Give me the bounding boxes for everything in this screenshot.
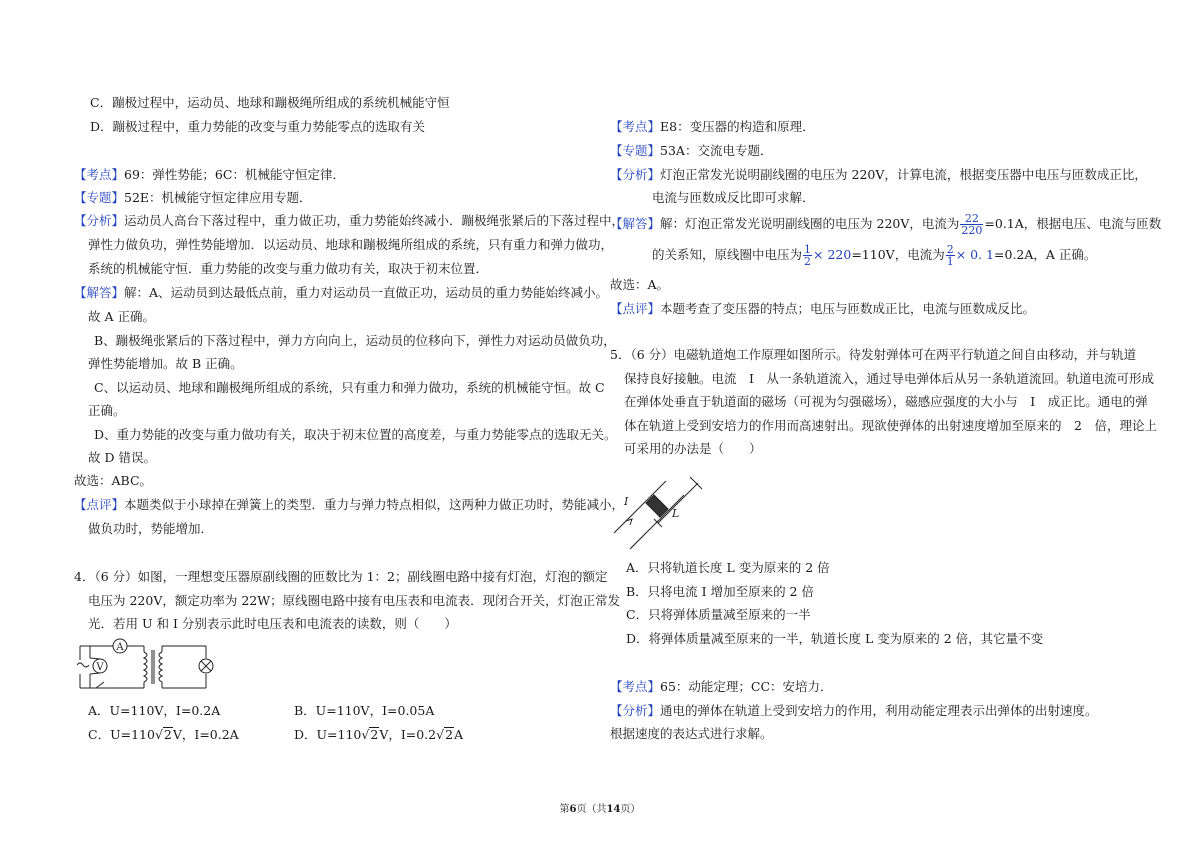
fraction [946,244,955,267]
fenxi-tag: 【分析】 [610,703,661,718]
q4-option-b: B．U=110V，I=0.05A [294,703,435,718]
q4-jieda-line2 [652,243,1096,267]
sqrt-value: 2 [163,727,172,742]
length-label: L [672,507,680,520]
voltmeter-label: V [96,662,104,673]
q5-option-d: D．将弹体质量减至原来的一半，轨道长度 L 变为原来的 2 倍，其它量不变 [626,631,1044,646]
fraction-numerator: 2 [946,243,954,256]
dianping-text: 本题考查了变压器的特点；电压与匝数成正比，电流与匝数成反比。 [660,301,1036,316]
option-c-prefix: C．U=110 [88,727,155,742]
q5-stem-line: 体在轨道上受到安培力的作用而高速射出。现欲使弹体的出射速度增加至原来的 2 倍，理论上 [624,418,1157,433]
fraction-denominator: 220 [961,224,983,237]
jieda-line: 正确。 [88,403,126,418]
fraction-denominator: 2 [804,255,812,268]
q4-stem-line: 电压为 220V，额定功率为 22W；原线圈电路中接有电压表和电流表．现闭合开关，灯泡正常发 [88,593,621,608]
dianping-line: 本题类似于小球掉在弹簧上的类型．重力与弹力特点相似，这两种力做正功时，势能减小， [124,497,625,512]
q5-fenxi-extra: 根据速度的表达式进行求解。 [610,726,773,741]
q5-kaodian [610,678,833,696]
q4-choice: 故选：A。 [610,277,670,292]
q3-choice: 故选：ABC。 [74,473,153,488]
jieda-text: =0.2A，A 正确。 [994,247,1097,262]
jieda-line: 解：A、运动员到达最低点前，重力对运动员一直做正功，运动员的重力势能始终减小。 [124,285,609,300]
page-footer [0,800,1200,815]
footer-prefix: 第 [559,804,570,815]
option-d-suffix: A [454,727,464,742]
jieda-text: =0.1A，根据电压、电流与匝数 [984,216,1162,231]
fenxi-text: 通电的弹体在轨道上受到安培力的作用，利用动能定理表示出弹体的出射速度。 [660,703,1098,718]
q3-option-d: D．蹦极过程中，重力势能的改变与重力势能零点的选取有关 [90,119,426,134]
sqrt-value: 2 [370,727,379,742]
option-c-suffix: V，I=0.2A [172,727,239,742]
option-d-mid: V，I=0.2 [379,727,437,742]
zhuanti-text: 53A：交流电专题． [660,143,773,158]
q3-zhuanti [74,189,312,207]
fenxi-tag: 【分析】 [74,213,125,228]
current-label: I [624,495,629,508]
q5-stem-line: 可采用的办法是（ ） [624,441,762,456]
q4-option-a: A．U=110V，I=0.2A [88,703,221,718]
footer-suffix: 页） [620,804,641,815]
page-number: 6 [569,804,577,815]
q5-stem-line: 在弹体处垂直于轨道面的磁场（可视为匀强磁场），磁感应强度的大小与 I 成正比。通电的弹 [624,394,1148,409]
q3-option-c: C．蹦极过程中，运动员、地球和蹦极绳所组成的系统机械能守恒 [90,95,450,110]
kaodian-tag: 【考点】 [610,119,661,134]
jieda-line: D、重力势能的改变与重力做功有关，取决于初末位置的高度差，与重力势能零点的选取无关。 [94,427,617,442]
footer-mid: 页（共 [576,804,607,815]
jieda-tag: 【解答】 [74,285,125,300]
jieda-text: 解：灯泡正常发光说明副线圈的电压为 220V，电流为 [660,216,960,231]
railgun-figure [610,475,722,553]
fenxi-line: 弹性力做负功，弹性势能增加．以运动员、地球和蹦极绳所组成的系统，只有重力和弹力做功， [88,237,614,252]
q3-fenxi [74,212,624,230]
q4-dianping [610,300,1035,318]
option-d-prefix: D．U=110 [294,727,362,742]
kaodian-text: 65：动能定理；CC：安培力． [660,679,833,694]
math-expr: × 220 [813,247,852,262]
sqrt-value: 2 [445,727,454,742]
dianping-tag: 【点评】 [610,301,661,316]
kaodian-tag: 【考点】 [610,679,661,694]
zhuanti-tag: 【专题】 [610,143,661,158]
q4-stem-line: 光．若用 U 和 I 分别表示此时电压表和电流表的读数，则（ ） [88,616,457,631]
q4-fenxi [610,166,1147,184]
fenxi-line: 系统的机械能守恒．重力势能的改变与重力做功有关，取决于初末位置． [88,261,489,276]
q3-dianping [74,496,624,514]
q5-stem-line: 5．（6 分）电磁轨道炮工作原理如图所示。待发射弹体可在两平行轨道之间自由移动，并与轨道 [610,347,1137,362]
jieda-line: 故 A 正确。 [88,309,155,324]
jieda-line: B、蹦极绳张紧后的下落过程中，弹力方向向上，运动员的位移向下，弹性力对运动员做负功， [94,333,616,348]
transformer-circuit-figure [74,638,216,696]
q5-option-a: A．只将轨道长度 L 变为原来的 2 倍 [626,560,830,575]
dianping-tag: 【点评】 [74,497,125,512]
fenxi-tag: 【分析】 [610,167,661,182]
jieda-text: 的关系知，原线圈中电压为 [652,247,803,262]
zhuanti-text: 52E：机械能守恒定律应用专题． [124,190,312,205]
kaodian-tag: 【考点】 [74,167,125,182]
fraction-denominator: 1 [946,255,954,268]
q5-fenxi [610,702,1098,720]
q4-jieda-line1 [610,212,1161,236]
fenxi-line: 电流与匝数成反比即可求解． [652,190,815,205]
jieda-line: 故 D 错误。 [88,450,156,465]
fenxi-line: 灯泡正常发光说明副线圈的电压为 220V，计算电流，根据变压器中电压与匝数成正比， [660,167,1147,182]
q4-option-d: D．U=110√2V，I=0.2√2A [294,727,464,742]
kaodian-text: E8：变压器的构造和原理． [660,119,815,134]
fraction-numerator: 1 [804,243,812,256]
jieda-line: 弹性势能增加。故 B 正确。 [88,356,243,371]
fraction-numerator: 22 [960,213,983,225]
q3-kaodian [74,166,345,184]
fraction [803,244,812,267]
q4-zhuanti [610,142,772,160]
q3-jieda [74,284,608,302]
fenxi-line: 运动员人高台下落过程中，重力做正功，重力势能始终减小．蹦极绳张紧后的下落过程中， [124,213,625,228]
jieda-text: =110V，电流为 [851,247,945,262]
dianping-line: 做负功时，势能增加． [88,521,214,536]
page-total: 14 [606,804,621,815]
kaodian-text: 69：弹性势能；6C：机械能守恒定律． [124,167,345,182]
jieda-tag: 【解答】 [610,216,661,231]
q4-stem-line: 4．（6 分）如图，一理想变压器原副线圈的匝数比为 1：2；副线圈电路中接有灯泡，灯泡的额定 [74,569,608,584]
q5-stem-line: 保持良好接触。电流 I 从一条轨道流入，通过导电弹体后从另一条轨道流回。轨道电流可形成 [624,371,1154,386]
zhuanti-tag: 【专题】 [74,190,125,205]
fraction [960,213,983,236]
q5-option-b: B．只将电流 I 增加至原来的 2 倍 [626,584,814,599]
math-expr: × 0. 1 [955,247,995,262]
q5-option-c: C．只将弹体质量减至原来的一半 [626,607,811,622]
ammeter-label: A [116,642,124,653]
q4-option-c: C．U=110√2V，I=0.2A [88,727,239,742]
q4-kaodian [610,118,815,136]
jieda-line: C、以运动员、地球和蹦极绳所组成的系统，只有重力和弹力做功，系统的机械能守恒。故 C [94,380,605,395]
